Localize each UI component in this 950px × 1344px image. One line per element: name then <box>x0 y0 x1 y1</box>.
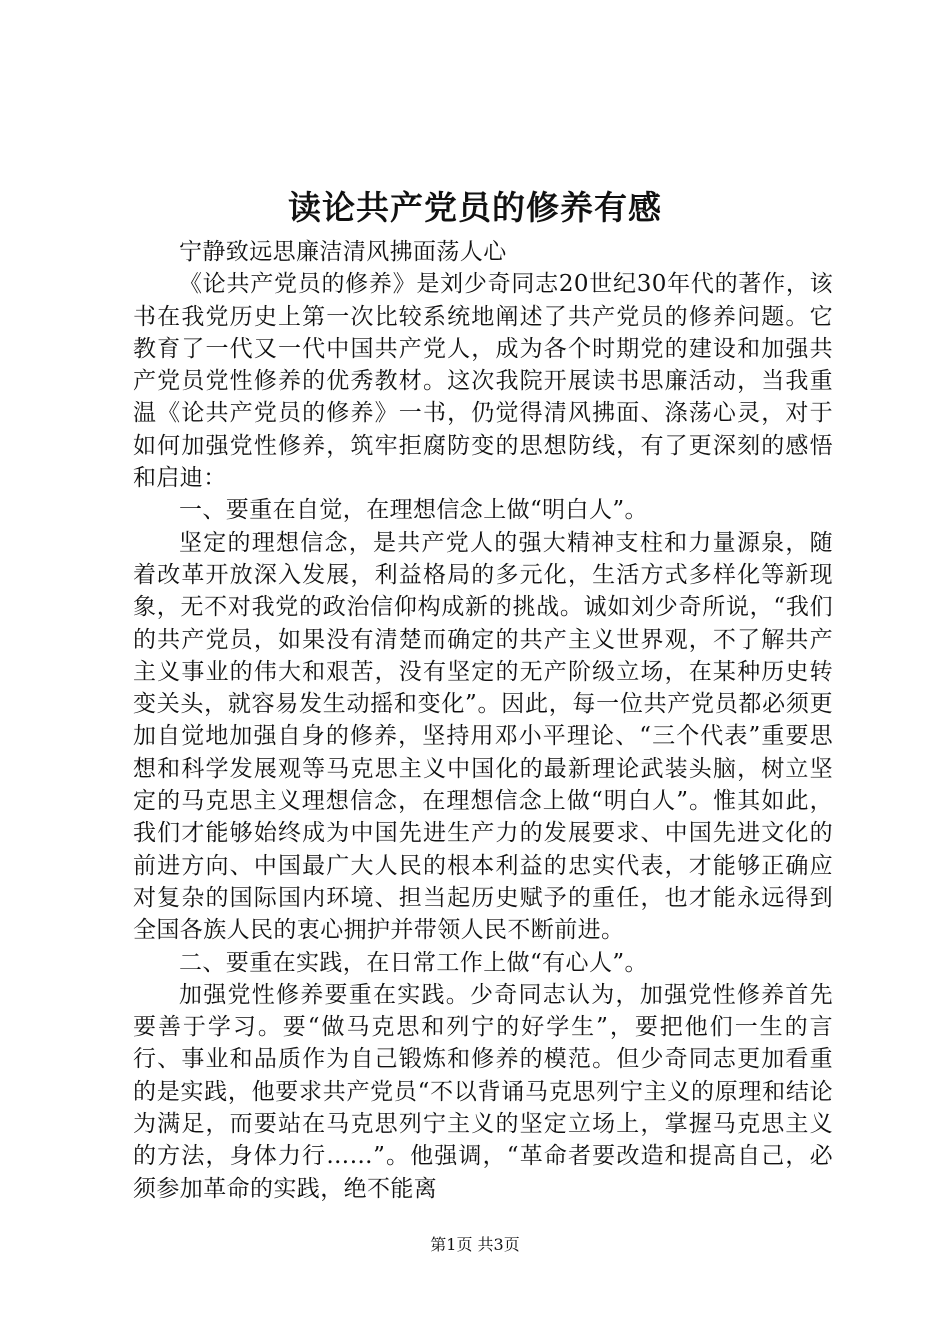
page-footer: 第1页 共3页 <box>430 1235 520 1254</box>
body-paragraph: 《论共产党员的修养》是刘少奇同志20世纪30年代的著作，该书在我党历史上第一次比较系统地阐述了共产党员的修养问题。它教育了一代又一代中国共产党人，成为各个时期党的建设和加强共产党员党性修养的优秀教材。这次我院开展读书思廉活动，当我重温《论共产党员的修养》一书，仍觉得清风拂面、涤荡心灵，对于如何加强党性修养，筑牢拒腐防变的思想防线，有了更深刻的感悟和启迪： <box>133 271 833 492</box>
document-title: 读论共产党员的修养有感 <box>288 188 662 227</box>
section-heading: 一、要重在自觉，在理想信念上做“明白人”。 <box>179 497 648 524</box>
document-body <box>133 236 833 1205</box>
subtitle-paragraph: 宁静致远思廉洁清风拂面荡人心 <box>179 239 507 265</box>
section-heading: 二、要重在实践，在日常工作上做“有心人”。 <box>179 949 648 976</box>
body-paragraph: 加强党性修养要重在实践。少奇同志认为，加强党性修养首先要善于学习。要“做马克思和列宁的好学生”，要把他们一生的言行、事业和品质作为自己锻炼和修养的模范。但少奇同志更加看重的是实践，他要求共产党员“不以背诵马克思列宁主义的原理和结论为满足，而要站在马克思列宁主义的坚定立场上，掌握马克思主义的方法，身体力行……”。他强调，“革命者要改造和提高自己，必须参加革命的实践，绝不能离 <box>133 981 833 1202</box>
body-paragraph: 坚定的理想信念，是共产党人的强大精神支柱和力量源泉，随着改革开放深入发展，利益格局的多元化，生活方式多样化等新现象，无不对我党的政治信仰构成新的挑战。诚如刘少奇所说，“我们的共产党员，如果没有清楚而确定的共产主义世界观，不了解共产主义事业的伟大和艰苦，没有坚定的无产阶级立场，在某种历史转变关头，就容易发生动摇和变化”。因此，每一位共产党员都必须更加自觉地加强自身的修养，坚持用邓小平理论、“三个代表”重要思想和科学发展观等马克思主义中国化的最新理论武装头脑，树立坚定的马克思主义理想信念，在理想信念上做“明白人”。惟其如此，我们才能够始终成为中国先进生产力的发展要求、中国先进文化的前进方向、中国最广大人民的根本利益的忠实代表，才能够正确应对复杂的国际国内环境、担当起历史赋予的重任，也才能永远得到全国各族人民的衷心拥护并带领人民不断前进。 <box>133 529 833 944</box>
